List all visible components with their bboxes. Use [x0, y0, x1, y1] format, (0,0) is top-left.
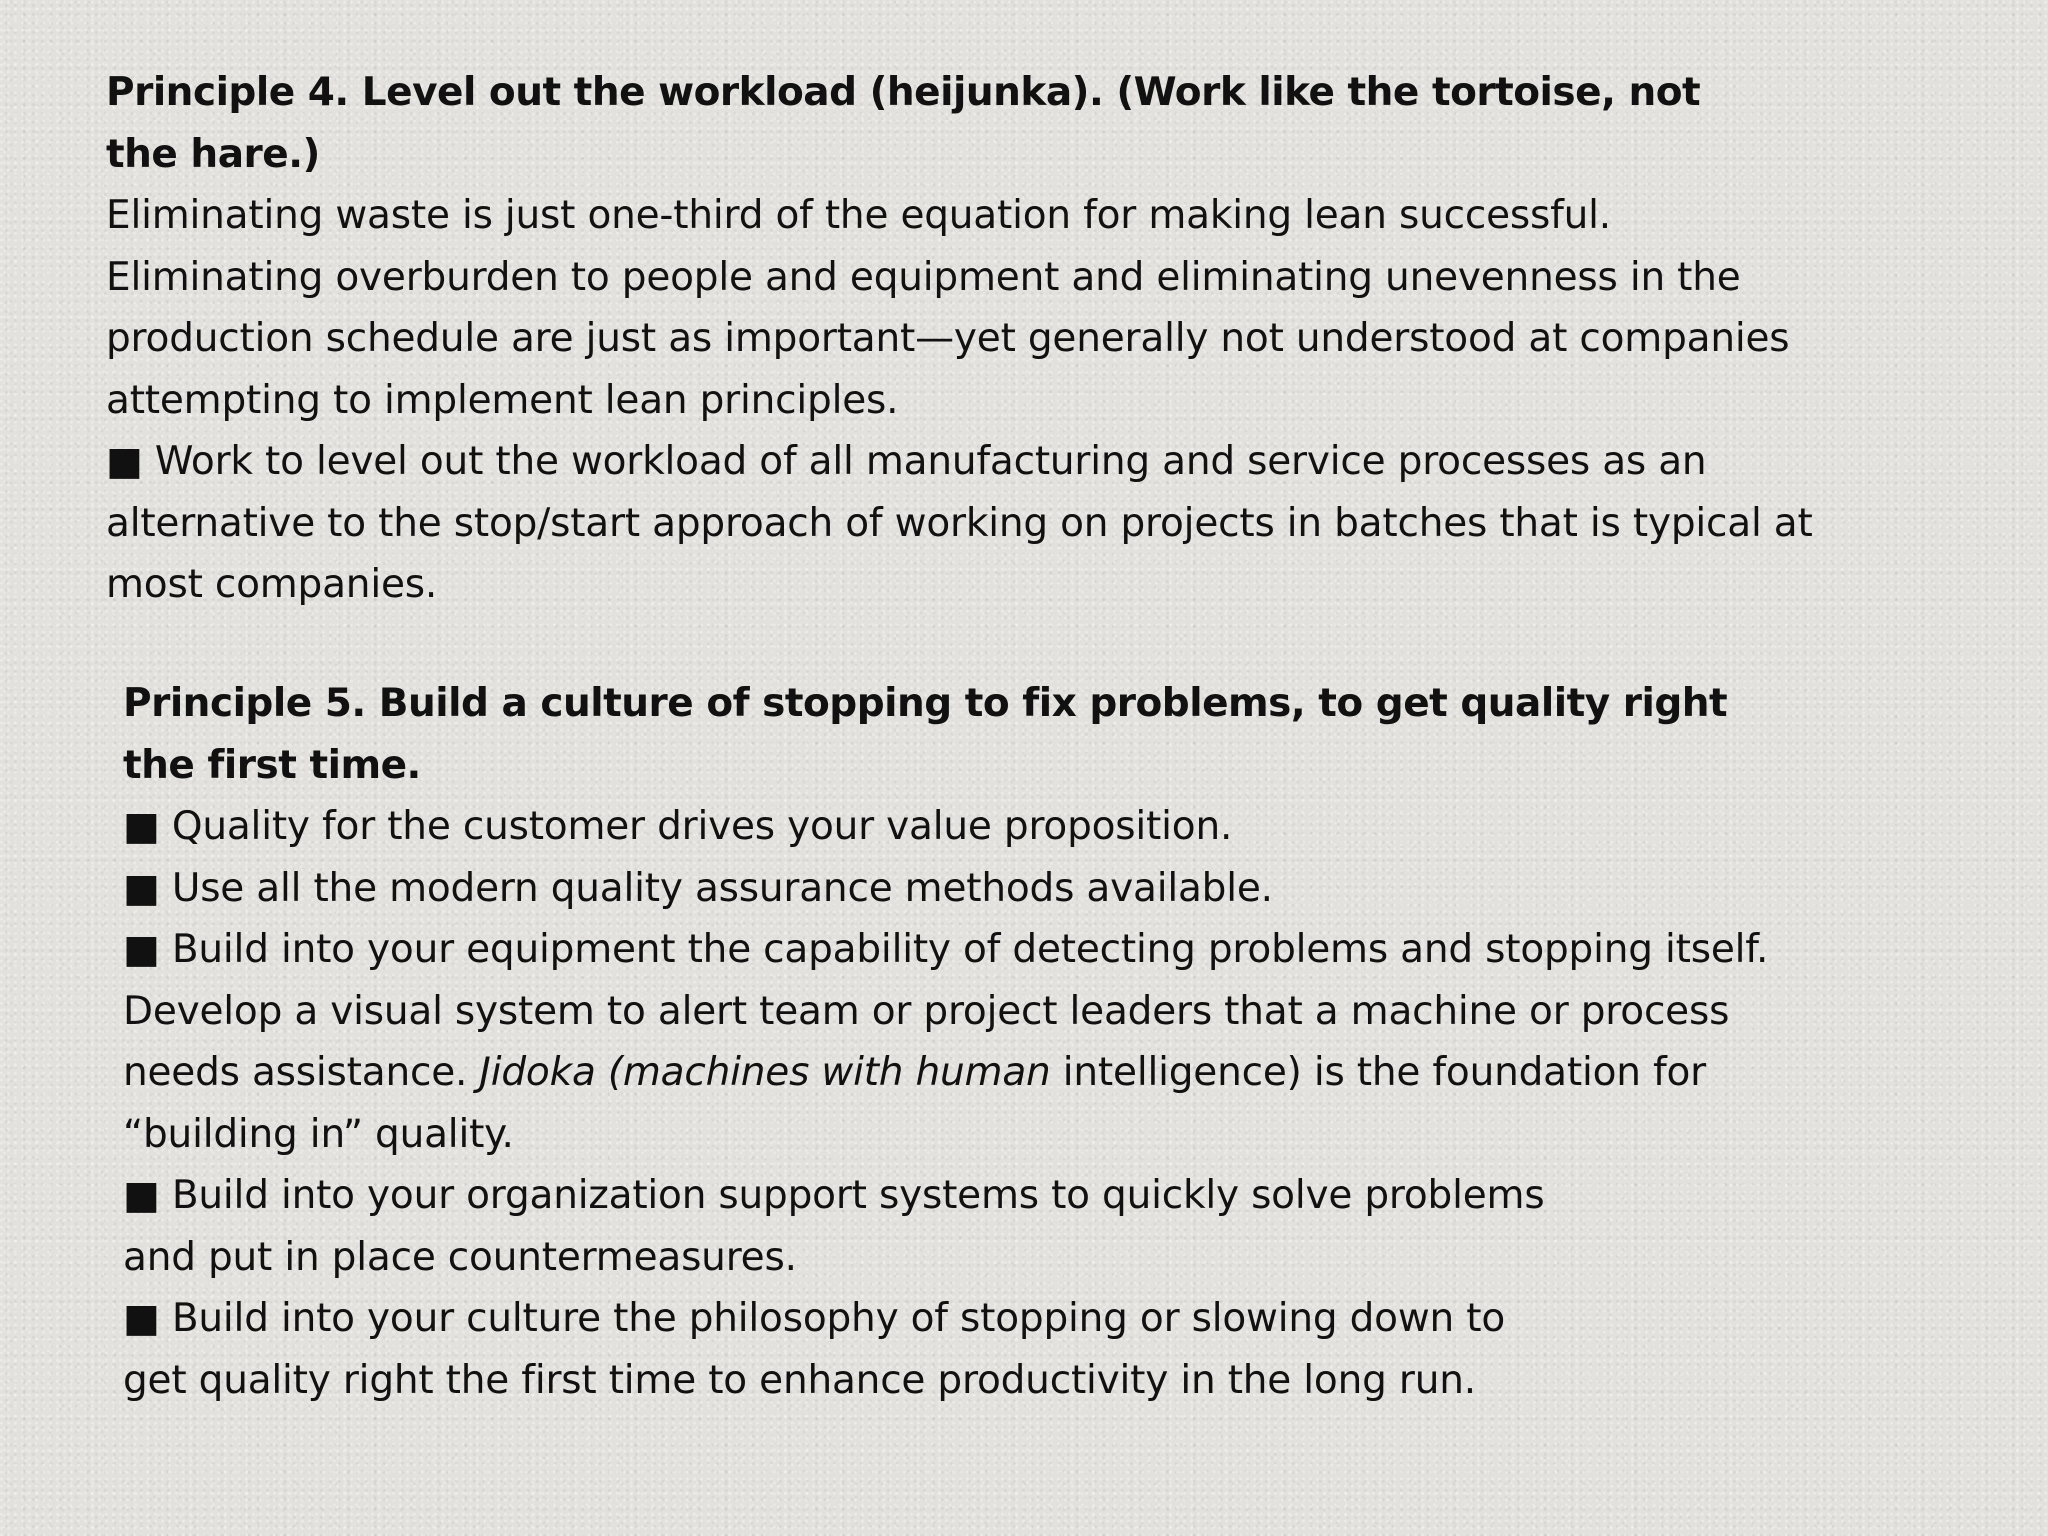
- principle-5-bullet-methods: ■ Use all the modern quality assurance methods available.: [123, 865, 1273, 911]
- principle-5-productivity-line: get quality right the first time to enhance productivity in the long run.: [123, 1357, 1476, 1403]
- principle-5-section: [123, 673, 1768, 1411]
- principle-5-heading-line-2: the first time.: [123, 742, 421, 788]
- principle-5-bullet-quality: ■ Quality for the customer drives your value proposition.: [123, 804, 1233, 849]
- principle-5-bullet-organization: ■ Build into your organization support systems to quickly solve problems: [123, 1173, 1545, 1218]
- principle-5-countermeasures-line: and put in place countermeasures.: [123, 1234, 797, 1280]
- jidoka-prefix: needs assistance.: [123, 1050, 480, 1095]
- principle-4-section: [106, 62, 1813, 616]
- principle-5-bullet-equipment: ■ Build into your equipment the capability of detecting problems and stopping itself.: [123, 927, 1769, 972]
- principle-4-body-line-3: production schedule are just as important—yet generally not understood at companies: [106, 316, 1790, 361]
- principle-4-body-line-1: Eliminating waste is just one-third of the equation for making lean successful.: [106, 193, 1611, 238]
- principle-4-heading-line-2: the hare.): [106, 131, 320, 177]
- principle-5-heading-line-1: Principle 5. Build a culture of stopping to fix problems, to get quality right: [123, 681, 1728, 726]
- principle-4-bullet-line-3: most companies.: [106, 562, 438, 607]
- principle-4-body-line-4: attempting to implement lean principles.: [106, 377, 899, 423]
- principle-5-jidoka-line: [123, 1042, 1768, 1104]
- principle-4-heading-line-1: Principle 4. Level out the workload (heijunka). (Work like the tortoise, not: [106, 70, 1701, 115]
- principle-4-bullet-line-2: alternative to the stop/start approach of working on projects in batches that is typical at: [106, 500, 1813, 546]
- principle-4-bullet-line-1: ■ Work to level out the workload of all manufacturing and service processes as an: [106, 439, 1707, 484]
- principle-5-visual-system-line: Develop a visual system to alert team or project leaders that a machine or process: [123, 988, 1730, 1034]
- principle-5-bullet-culture: ■ Build into your culture the philosophy of stopping or slowing down to: [123, 1296, 1506, 1341]
- jidoka-suffix: intelligence) is the foundation for: [1050, 1050, 1706, 1095]
- principle-4-body-line-2: Eliminating overburden to people and equipment and eliminating unevenness in the: [106, 254, 1741, 300]
- principle-5-building-in-line: “building in” quality.: [123, 1111, 514, 1157]
- jidoka-italic: Jidoka (machines with human: [479, 1050, 1051, 1095]
